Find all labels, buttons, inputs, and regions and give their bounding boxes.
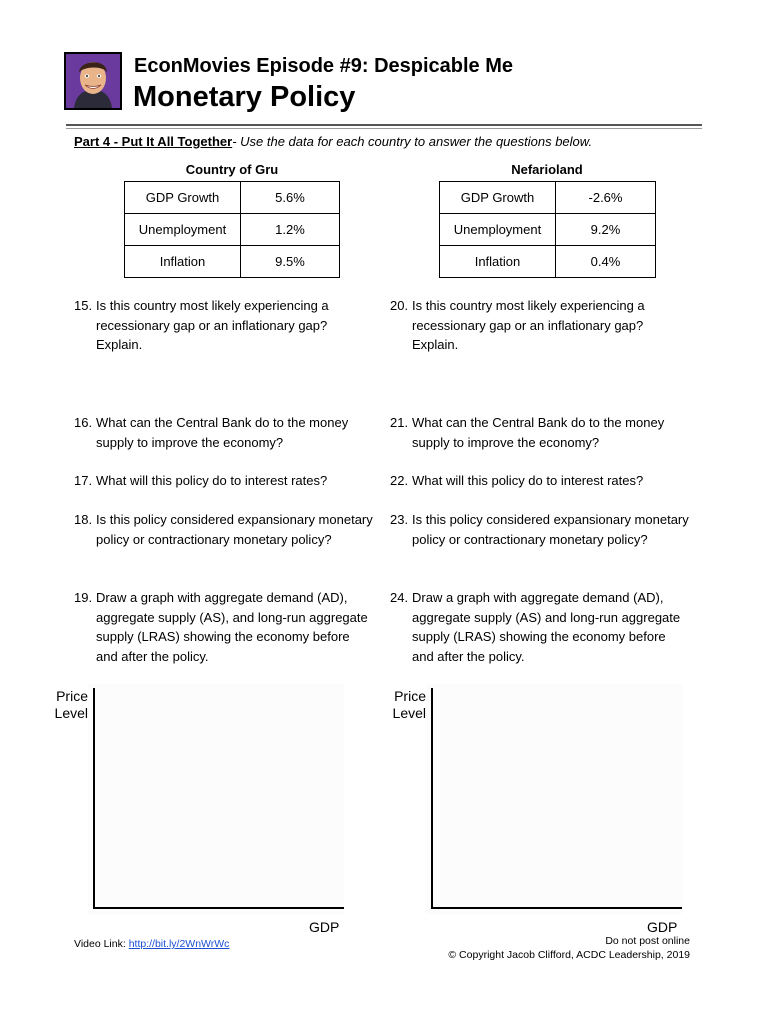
question-text: Is this policy considered expansionary monetary policy or contractionary monetary policy?: [412, 512, 689, 547]
question-21: [390, 413, 690, 452]
question-number: 24.: [390, 590, 409, 605]
row-value: -2.6%: [556, 182, 656, 214]
question-number: 21.: [390, 415, 409, 430]
x-axis: [93, 907, 344, 909]
video-link-label: Video Link:: [74, 938, 129, 950]
question-24: [390, 588, 690, 666]
question-text: Draw a graph with aggregate demand (AD), aggregate supply (AS) and long-run aggregate supply (LRAS) showing the economy before and after the policy.: [412, 590, 681, 664]
question-number: 15.: [74, 298, 93, 313]
question-text: Is this country most likely experiencing a recessionary gap or an inflationary gap? Explain.: [96, 298, 329, 352]
notice-text: Do not post online: [605, 935, 690, 947]
question-number: 23.: [390, 512, 409, 527]
header-divider: [66, 124, 702, 126]
row-label: Inflation: [125, 246, 241, 278]
row-label: GDP Growth: [440, 182, 556, 214]
table-row: [125, 214, 340, 246]
y-axis: [431, 688, 433, 909]
question-15: [74, 296, 374, 355]
country-title-nefarioland: Nefarioland: [511, 162, 583, 177]
question-20: [390, 296, 690, 355]
table-row: [125, 246, 340, 278]
x-axis-label: GDP: [309, 919, 340, 935]
question-text: Is this country most likely experiencing a recessionary gap or an inflationary gap? Explain.: [412, 298, 645, 352]
row-label: Unemployment: [125, 214, 241, 246]
instructions: [74, 134, 592, 149]
question-number: 22.: [390, 473, 409, 488]
question-16: [74, 413, 374, 452]
face-illustration: [66, 54, 120, 108]
part-label: Part 4 - Put It All Together: [74, 134, 233, 149]
table-row: [440, 246, 656, 278]
row-value: 0.4%: [556, 246, 656, 278]
table-row: [125, 182, 340, 214]
row-label: GDP Growth: [125, 182, 241, 214]
y-axis-label-line2: Level: [54, 705, 88, 721]
table-row: [440, 214, 656, 246]
question-number: 17.: [74, 473, 93, 488]
table-row: [440, 182, 656, 214]
data-table-nefarioland: [439, 181, 656, 278]
y-axis-label: [44, 688, 88, 722]
data-table-gru: [124, 181, 340, 278]
question-text: Draw a graph with aggregate demand (AD), aggregate supply (AS), and long-run aggregate supply (LRAS) showing the economy before and after the policy.: [96, 590, 368, 664]
question-number: 20.: [390, 298, 409, 313]
author-photo: [64, 52, 122, 110]
graph-area-gru[interactable]: [88, 684, 344, 914]
question-18: [74, 510, 374, 549]
question-text: What can the Central Bank do to the money supply to improve the economy?: [96, 415, 349, 450]
question-text: What will this policy do to interest rates?: [96, 473, 328, 488]
y-axis-label-line1: Price: [394, 688, 426, 704]
y-axis-label-line2: Level: [392, 705, 426, 721]
row-value: 5.6%: [241, 182, 340, 214]
y-axis-label-line1: Price: [56, 688, 88, 704]
page-title: Monetary Policy: [133, 81, 356, 113]
row-label: Inflation: [440, 246, 556, 278]
graph-area-nefarioland[interactable]: [426, 684, 682, 914]
y-axis-label: [382, 688, 426, 722]
row-label: Unemployment: [440, 214, 556, 246]
question-17: [74, 471, 374, 491]
x-axis-label: GDP: [647, 919, 678, 935]
row-value: 1.2%: [241, 214, 340, 246]
copyright-text: © Copyright Jacob Clifford, ACDC Leadership, 2019: [448, 949, 690, 961]
episode-title: EconMovies Episode #9: Despicable Me: [134, 55, 514, 77]
question-text: What will this policy do to interest rates?: [412, 473, 644, 488]
country-title-gru: Country of Gru: [185, 162, 279, 177]
row-value: 9.2%: [556, 214, 656, 246]
x-axis: [431, 907, 682, 909]
question-number: 18.: [74, 512, 93, 527]
header-divider-thin: [66, 128, 702, 129]
question-text: What can the Central Bank do to the money supply to improve the economy?: [412, 415, 665, 450]
question-number: 16.: [74, 415, 93, 430]
question-number: 19.: [74, 590, 93, 605]
question-19: [74, 588, 374, 666]
row-value: 9.5%: [241, 246, 340, 278]
question-text: Is this policy considered expansionary monetary policy or contractionary monetary policy?: [96, 512, 373, 547]
question-23: [390, 510, 690, 549]
instructions-text: - Use the data for each country to answer the questions below.: [232, 134, 593, 149]
video-link-line: [74, 938, 229, 950]
question-22: [390, 471, 690, 491]
video-link[interactable]: http://bit.ly/2WnWrWc: [128, 938, 230, 950]
y-axis: [93, 688, 95, 909]
